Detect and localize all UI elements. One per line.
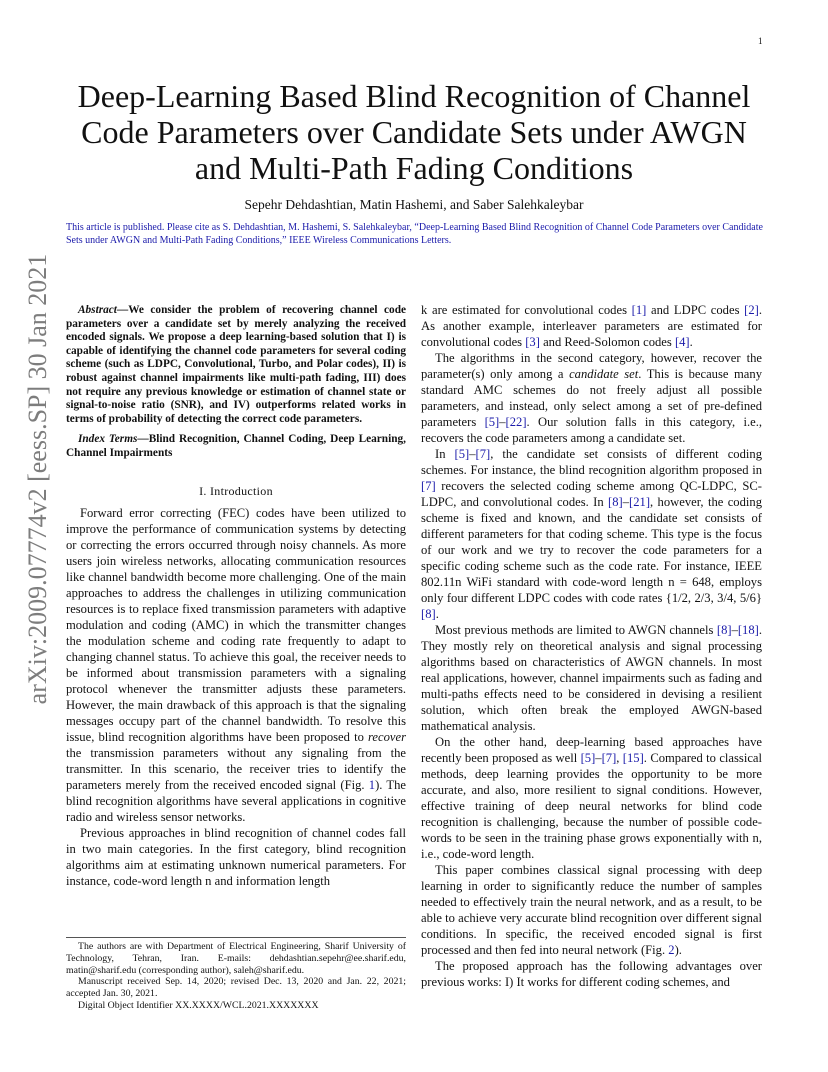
text-run: ). The blind recognition algorithms have several applications in cognitive radio and wireless sensor networks. [66,777,406,824]
left-column [66,304,406,889]
text-run: and LDPC codes [646,303,745,317]
text-run: The algorithms in the second category, however, recover the parameter(s) only among a [421,351,762,381]
body-paragraph [421,446,762,622]
text-run: Most previous methods are limited to AWGN channels [435,623,717,637]
index-terms-text: —Blind Recognition, Channel Coding, Deep Learning, Channel Impairments [66,433,406,459]
text-run: ). [674,943,682,957]
citation-link[interactable]: [15] [622,751,644,765]
text-run: . Compared to classical methods, deep learning provides the opportunity to be more accurate, and also, more resilient to signal conditions. However, effective training of deep neural networks for blind code recognition is challenging, because the number of possible code-words to be seen in the training phase grows exponentially with n, i.e., code-word length. [421,751,762,861]
text-run: On the other hand, deep-learning based approaches have recently been proposed as well [421,735,762,765]
text-run: In [435,447,455,461]
text-run: , however, the coding scheme is fixed and known, and the candidate set consists of different parameters for that coding scheme. This type is the focus of our work and we try to recover the code parameters for a specific coding scheme such as the code rate. For instance, IEEE 802.11n WiFi standard with code-word length n = 648, employs only four different LDPC codes with code rates {1/2, 2/3, 3/4, 5/6} [421,495,762,605]
right-column [421,302,762,990]
citation-link[interactable]: [8] [421,607,436,621]
citation-link[interactable]: [1] [631,303,647,317]
abstract-text: —We consider the problem of recovering channel code parameters over a candidate set by merely analyzing the received encoded signals. We propose a deep learning-based solution that I) is capable of identifying the channel code parameters for several coding scheme (such as LDPC, Convolutional, Turbo, and Polar codes), II) is robust against channel impairments like multi-path fading, III) does not require any previous knowledge or estimation of channel state or signal-to-noise ratio (SNR), and IV) outperforms related works in terms of probability of detecting the correct code parameters. [66,304,406,425]
text-run: , the candidate set consists of different coding schemes. For instance, the blind recognition algorithm proposed in [421,447,762,477]
citation-link[interactable]: [3] [525,335,540,349]
citation-link[interactable]: [8] [716,623,732,637]
intro-paragraph: Previous approaches in blind recognition of channel codes fall in two main categories. In the first category, blind recognition algorithms aim at estimating unknown numerical parameters. For instance, code-word length n and information length [66,825,406,888]
arxiv-stamp: arXiv:2009.07774v2 [eess.SP] 30 Jan 2021 [23,253,52,705]
citation-link[interactable]: [22] [505,415,527,429]
footnote-area [66,937,406,1012]
citation-link[interactable]: [2] [744,303,759,317]
figure-ref-link[interactable]: 1 [368,777,376,792]
footnote: Manuscript received Sep. 14, 2020; revised Dec. 13, 2020 and Jan. 22, 2021; accepted Jan. 30, 2021. [66,976,406,1000]
citation-link[interactable]: [5] [484,415,500,429]
citation-link[interactable]: [5] [454,447,470,461]
text-run: – [731,623,738,637]
citation-link[interactable]: [8] [608,495,623,509]
citation-link[interactable]: [4] [674,335,690,349]
page-number: 1 [758,36,763,46]
text-run: – [499,415,506,429]
text-run: recovers the selected coding scheme among QC-LDPC, SC-LDPC, and convolutional codes. In [421,479,762,509]
text-run: . They mostly rely on theoretical analysis and signal processing algorithms based on characteristics of AWGN channels. In most real applications, however, channel impairments such as fading and multi-paths effects need to be considered in devising a resilient solution, which often break the employed AWGN-based mathematical analysis. [421,623,762,733]
body-paragraph [421,862,762,958]
intro-paragraph [66,505,406,825]
emphasis: recover [368,729,406,744]
paper-title [40,78,788,186]
text-run: k are estimated for convolutional codes [421,303,632,317]
text-run: . [689,335,693,349]
section-heading: I. Introduction [199,483,273,498]
emphasis: candidate set [569,367,639,381]
title-line: Deep-Learning Based Blind Recognition of Channel [77,78,751,114]
abstract [66,304,406,426]
citation-link[interactable]: [5] [580,751,596,765]
text-run: . Our solution falls in this category, i.e., recovers the code parameters among a candidate set. [421,415,762,445]
citation-link[interactable]: [18] [737,623,759,637]
text-run: Forward error correcting (FEC) codes have been utilized to improve the performance of communication systems by detecting or correcting the errors occurred through noisy channels. As more users join wireless networks, allocating communication resources like channel bandwidth become more challenging. One of the main approaches to address the challenges in utilizing communication resources is to replace fixed transmission parameters with adaptive modulation and coding (AMC) in which the transmitter changes the modulation scheme and coding rate frequently to adapt to changing channel status. To achieve this goal, the receiver needs to be informed about transmission parameters with a signaling protocol whenever the transmitter adjusts these parameters. However, the main drawback of this approach is that the signaling messages occupy part of the channel bandwidth. To resolve this issue, blind recognition algorithms have been proposed to [66,505,406,744]
publish-note-link[interactable]: This article is published. Please cite as S. Dehdashtian, M. Hashemi, S. Salehkaleybar, “Deep-Learning Based Blind Recognition of Channel Code Parameters over Candidate Sets under AWGN and Multi-Path Fading Conditions,” IEEE Wireless Communications Letters. [66,222,763,246]
citation-link[interactable]: [7] [421,479,436,493]
body-paragraph [421,302,762,350]
footnote: Digital Object Identifier XX.XXXX/WCL.2021.XXXXXXX [78,999,319,1011]
footnote: The authors are with Department of Electrical Engineering, Sharif University of Technology, Tehran, Iran. E-mails: dehdashtian.sepehr@ee.sharif.edu, matin@sharif.edu (corresponding author), saleh@sharif.edu. [66,941,406,976]
abstract-label: Abstract [78,304,117,316]
text-run: – [595,751,602,765]
text-run: and Reed-Solomon codes [539,335,675,349]
body-paragraph: The proposed approach has the following advantages over previous works: I) It works for different coding schemes, and [421,959,762,989]
citation-link[interactable]: [21] [629,495,651,509]
title-line: and Multi-Path Fading Conditions [194,150,634,186]
text-run: – [469,447,476,461]
text-run: . This is because many standard AMC schemes do not freely adjust all possible parameters, and instead, only select among a set of pre-defined parameters [421,367,762,429]
title-line: Code Parameters over Candidate Sets under AWGN [81,114,747,150]
index-terms-label: Index Terms [78,433,138,446]
author-list: Sepehr Dehdashtian, Matin Hashemi, and Saber Salehkaleybar [244,197,584,212]
citation-link[interactable]: [7] [475,447,491,461]
body-paragraph [421,622,762,734]
index-terms [66,433,406,460]
text-run: . As another example, interleaver parameters are estimated for convolutional codes [421,303,762,349]
body-paragraph [421,734,762,862]
text-run: , [616,751,623,765]
text-run: This paper combines classical signal processing with deep learning in order to significantly reduce the number of samples needed to effectively train the neural network, and as a result, to be able to achieve very accurate blind recognition over different signal conditions. In specific, the received encoded signal is first processed and then fed into neural network (Fig. [421,863,762,957]
text-run: the transmission parameters without any signaling from the transmitter. In this scenario, the receiver tries to identify the parameters merely from the received encoded signal (Fig. [66,745,406,792]
citation-link[interactable]: [7] [601,751,617,765]
figure-ref-link[interactable]: 2 [668,943,675,957]
body-paragraph [421,350,762,446]
text-run: – [622,495,630,509]
text-run: . [435,607,439,621]
